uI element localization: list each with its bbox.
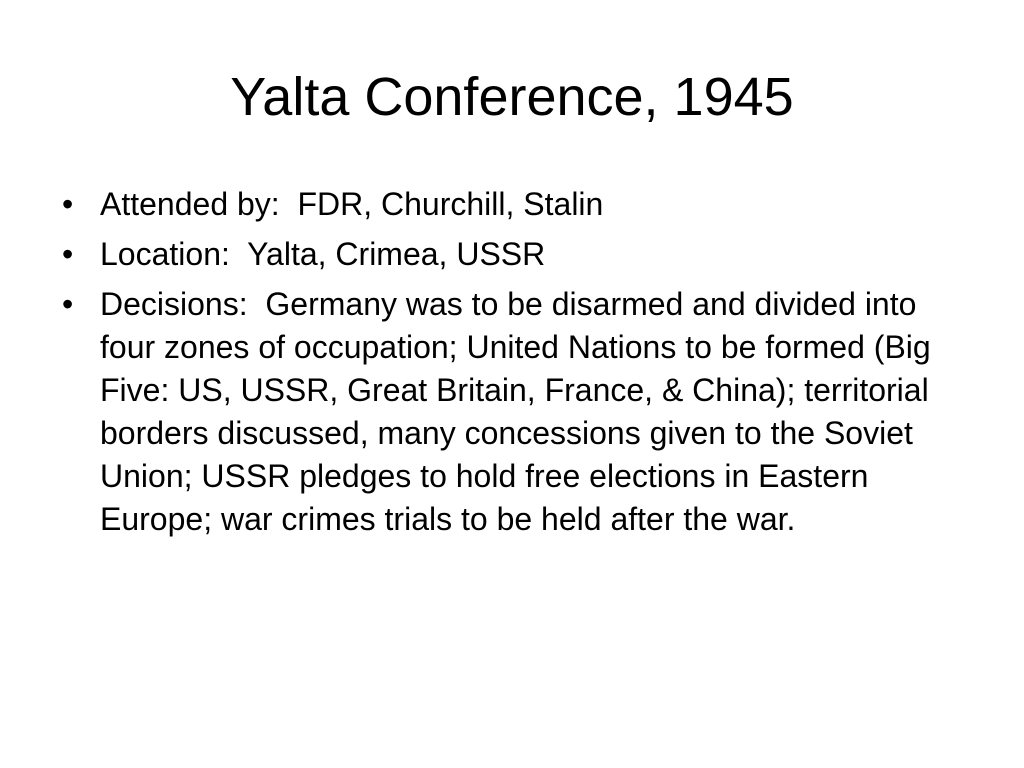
bullet-icon: • [62, 186, 74, 222]
bullet-icon: • [62, 236, 74, 272]
bullet-item-attended [62, 183, 962, 226]
bullet-text-decisions: Decisions: Germany was to be disarmed and divided into four zones of occupation; United Nations to be formed (Big Five: US, USSR, Great Britain, France, & China); territorial borders discussed, many concessions given to the Soviet Union; USSR pledges to hold free elections in Eastern Europe; war crimes trials to be held after the war. [100, 286, 940, 537]
bullet-icon: • [62, 286, 74, 322]
bullet-item-decisions [62, 283, 962, 541]
bullet-list [62, 183, 962, 548]
bullet-text-location: Location: Yalta, Crimea, USSR [100, 236, 546, 272]
bullet-item-location [62, 233, 962, 276]
slide-title: Yalta Conference, 1945 [230, 67, 794, 127]
bullet-text-attended: Attended by: FDR, Churchill, Stalin [100, 186, 604, 222]
